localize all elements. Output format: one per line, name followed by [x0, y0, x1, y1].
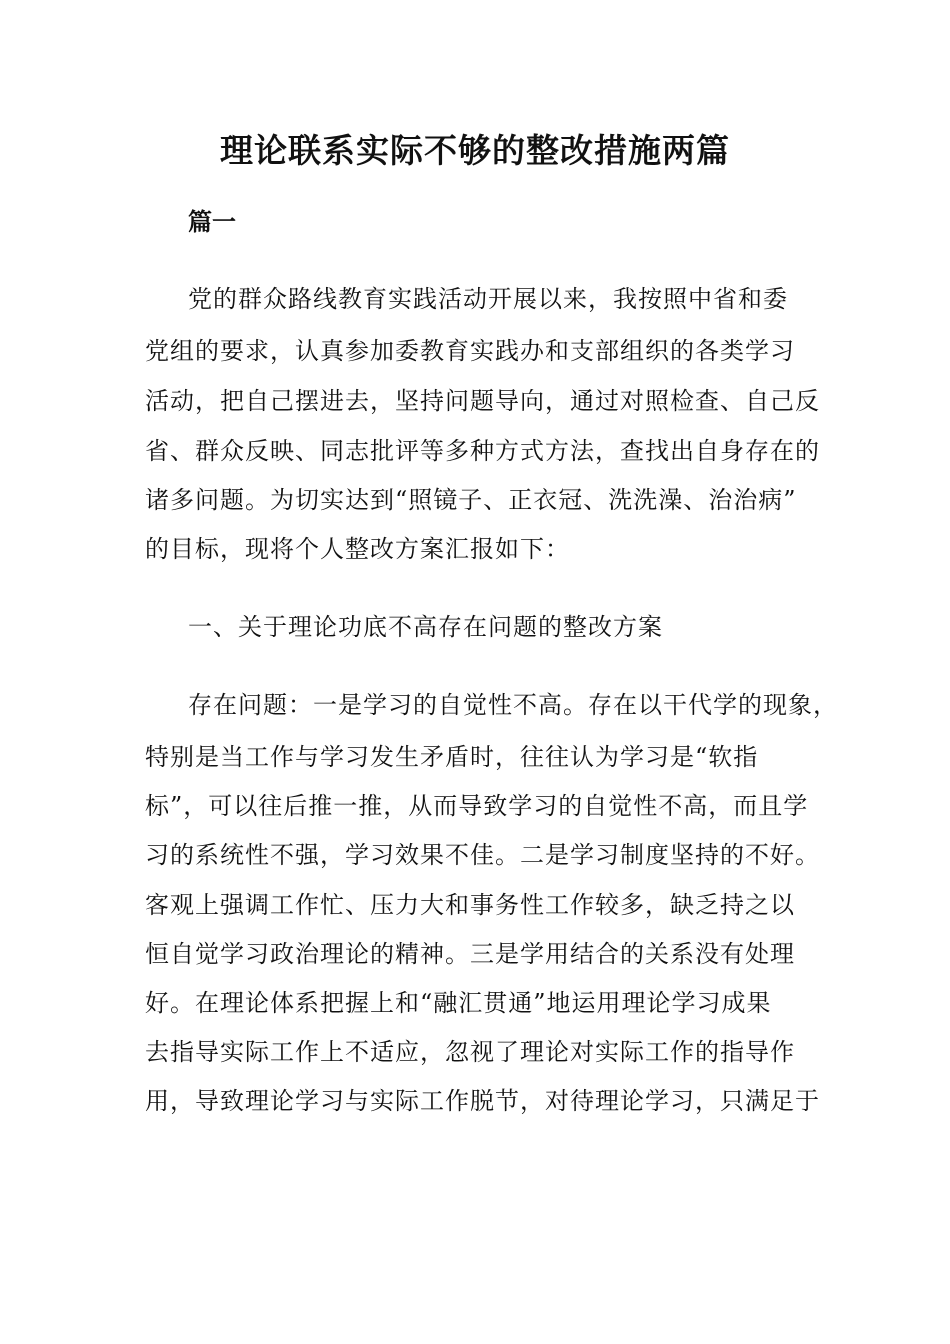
- document-title: 理论联系实际不够的整改措施两篇: [220, 131, 730, 170]
- paragraph-line: 好。在理论体系把握上和“融汇贯通”地运用理论学习成果: [145, 989, 772, 1017]
- paragraph-line: 党的群众路线教育实践活动开展以来，我按照中省和委: [188, 285, 788, 313]
- paragraph-line: 习的系统性不强，学习效果不佳。二是学习制度坚持的不好。: [145, 841, 820, 869]
- paragraph-line: 标”，可以往后推一推，从而导致学习的自觉性不高，而且学: [145, 792, 809, 820]
- paragraph-line: 恒自觉学习政治理论的精神。三是学用结合的关系没有处理: [145, 940, 795, 968]
- paragraph-line: 省、群众反映、同志批评等多种方式方法，查找出自身存在的: [145, 437, 820, 465]
- paragraph-line: 的目标，现将个人整改方案汇报如下：: [145, 535, 570, 563]
- subheading: 一、关于理论功底不高存在问题的整改方案: [188, 613, 663, 641]
- paragraph-line: 去指导实际工作上不适应，忽视了理论对实际工作的指导作: [145, 1038, 795, 1066]
- section-heading: 篇一: [188, 208, 236, 236]
- paragraph-line: 诸多问题。为切实达到“照镜子、正衣冠、洗洗澡、治治病”: [145, 486, 797, 514]
- paragraph-line: 活动，把自己摆进去，坚持问题导向，通过对照检查、自己反: [145, 387, 820, 415]
- paragraph-line: 用，导致理论学习与实际工作脱节，对待理论学习，只满足于: [145, 1087, 820, 1115]
- paragraph-line: 特别是当工作与学习发生矛盾时，往往认为学习是“软指: [145, 743, 759, 771]
- paragraph-line: 存在问题：一是学习的自觉性不高。存在以干代学的现象，: [188, 691, 838, 719]
- paragraph-line: 客观上强调工作忙、压力大和事务性工作较多，缺乏持之以: [145, 891, 795, 919]
- paragraph-line: 党组的要求，认真参加委教育实践办和支部组织的各类学习: [145, 337, 795, 365]
